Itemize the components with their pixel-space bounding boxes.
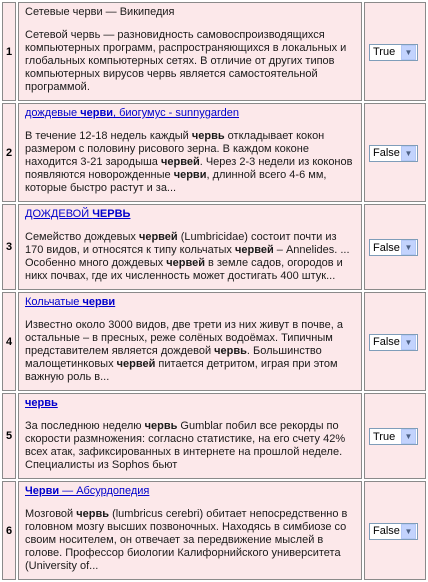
result-description-segment: Семейство дождевых <box>25 231 139 243</box>
result-row <box>2 393 426 479</box>
result-description-segment: . Через 2-3 недели из коконов появляются новорожденные <box>25 156 353 181</box>
result-snippet <box>18 481 362 580</box>
relevance-cell <box>364 204 426 290</box>
result-title-segment: ДОЖДЕВОЙ <box>25 208 93 220</box>
result-title-link[interactable] <box>25 208 355 221</box>
result-row <box>2 103 426 202</box>
relevance-select[interactable] <box>369 145 418 162</box>
result-number: 5 <box>2 393 16 479</box>
result-title-link[interactable] <box>25 485 355 498</box>
relevance-cell <box>364 292 426 391</box>
result-title-segment: черви <box>82 296 116 308</box>
result-description-segment: червей <box>161 156 200 168</box>
relevance-select[interactable] <box>369 523 418 540</box>
result-snippet <box>18 103 362 202</box>
relevance-select-value: False <box>373 241 400 254</box>
result-description-segment: Известно около 3000 видов, две трети из них живут в почве, а остальные – в пресных, реже солёных водоёмах. Типичным представителем является дождевой <box>25 319 343 357</box>
result-snippet <box>18 2 362 101</box>
chevron-down-icon[interactable]: ▼ <box>401 240 416 255</box>
result-description-segment: За последнюю неделю <box>25 420 145 432</box>
result-description <box>25 319 355 384</box>
relevance-select[interactable] <box>369 334 418 351</box>
chevron-down-icon[interactable]: ▼ <box>401 524 416 539</box>
chevron-down-icon[interactable]: ▼ <box>401 146 416 161</box>
result-row <box>2 2 426 101</box>
result-title-segment: червь <box>25 397 58 409</box>
result-number: 2 <box>2 103 16 202</box>
relevance-select-value: False <box>373 336 400 349</box>
result-description-segment: В течение 12-18 недель каждый <box>25 130 192 142</box>
result-description-segment: – Annelides. ... Особенно много дождевых <box>25 244 350 269</box>
result-description-segment: червь <box>76 508 110 520</box>
result-description <box>25 420 355 472</box>
relevance-select[interactable] <box>369 239 418 256</box>
result-number: 6 <box>2 481 16 580</box>
result-description-segment: Сетевой червь — разновидность самовоспроизводящихся компьютерных программ, распространяющихся в локальных и глобальных компьютерных сетях. В отличие от других типов компьютерных вирусов червь является самостоятельной программой. <box>25 29 347 93</box>
result-description-segment: в земле садов, огородов и никх почвах, где их численность может достигать 400 штук... <box>25 257 343 282</box>
relevance-cell <box>364 481 426 580</box>
result-title-segment: Черви <box>25 485 60 497</box>
result-number: 1 <box>2 2 16 101</box>
relevance-select[interactable] <box>369 428 418 445</box>
result-description <box>25 231 355 283</box>
result-description-segment: черви <box>173 169 207 181</box>
relevance-select[interactable] <box>369 44 418 61</box>
result-title-link[interactable] <box>25 296 355 309</box>
result-description-segment: червей <box>234 244 274 256</box>
relevance-select-value: True <box>373 46 396 59</box>
result-description-segment: откладывает кокон размером с половину рисового зерна. В каждом коконе находится 3-21 зародыша <box>25 130 325 168</box>
result-row <box>2 481 426 580</box>
relevance-select-value: True <box>373 430 396 443</box>
result-description-segment: , длинной всего 4-6 мм, которые быстро растут и за... <box>25 169 327 194</box>
result-title-segment: Кольчатые <box>25 296 83 308</box>
result-description-segment: (Lumbricidae) состоит почти из 170 видов, и относятся к типу кольчатых <box>25 231 337 256</box>
result-description-segment: червей <box>116 358 156 370</box>
results-table-body <box>2 2 426 580</box>
result-title-segment: Сетевые черви — Википедия <box>25 6 175 18</box>
relevance-select-value: False <box>373 525 400 538</box>
chevron-down-icon[interactable]: ▼ <box>401 335 416 350</box>
result-row <box>2 292 426 391</box>
result-title-segment: черви <box>80 107 113 119</box>
result-row <box>2 204 426 290</box>
result-description-segment: питается детритом, играя при этом важную роль в... <box>25 358 338 383</box>
result-title-segment: ЧЕРВЬ <box>92 208 131 220</box>
result-title-segment: дождевые <box>25 107 81 119</box>
result-description-segment: червь <box>144 420 178 432</box>
result-title-segment: — Абсурдопедия <box>59 485 150 497</box>
result-description-segment: Gumblar побил все рекорды по скорости размножения: согласно статистике, на его счету 42% всех атак, зафиксированных в интернете на прошлой неделе. Специалисты из Sophos бьют <box>25 420 346 471</box>
result-description <box>25 130 355 195</box>
chevron-down-icon[interactable]: ▼ <box>401 429 416 444</box>
result-snippet <box>18 292 362 391</box>
result-title-segment: , биогумус - sunnygarden <box>112 107 239 119</box>
relevance-select-value: False <box>373 147 400 160</box>
result-number: 4 <box>2 292 16 391</box>
result-title-link[interactable] <box>25 397 355 410</box>
result-title <box>25 6 355 19</box>
relevance-cell <box>364 393 426 479</box>
result-description-segment: Мозговой <box>25 508 77 520</box>
result-number: 3 <box>2 204 16 290</box>
result-title-link[interactable] <box>25 107 355 120</box>
result-description-segment: . Большинство малощетинковых <box>25 345 322 370</box>
result-description-segment: червь <box>214 345 247 357</box>
result-description-segment: червей <box>166 257 205 269</box>
result-description <box>25 29 355 94</box>
relevance-cell <box>364 103 426 202</box>
result-description-segment: червей <box>138 231 178 243</box>
relevance-cell <box>364 2 426 101</box>
result-description-segment: (lumbricus cerebri) обитает непосредственно в головном мозгу высших позвоночных. Находясь в симбиозе со своим носителем, он отвечает за передвижение мыслей в голове. Профессор биологии Калифорнийского университета (University of... <box>25 508 348 572</box>
chevron-down-icon[interactable]: ▼ <box>401 45 416 60</box>
result-snippet <box>18 204 362 290</box>
result-snippet <box>18 393 362 479</box>
result-description-segment: червь <box>191 130 225 142</box>
result-description <box>25 508 355 573</box>
